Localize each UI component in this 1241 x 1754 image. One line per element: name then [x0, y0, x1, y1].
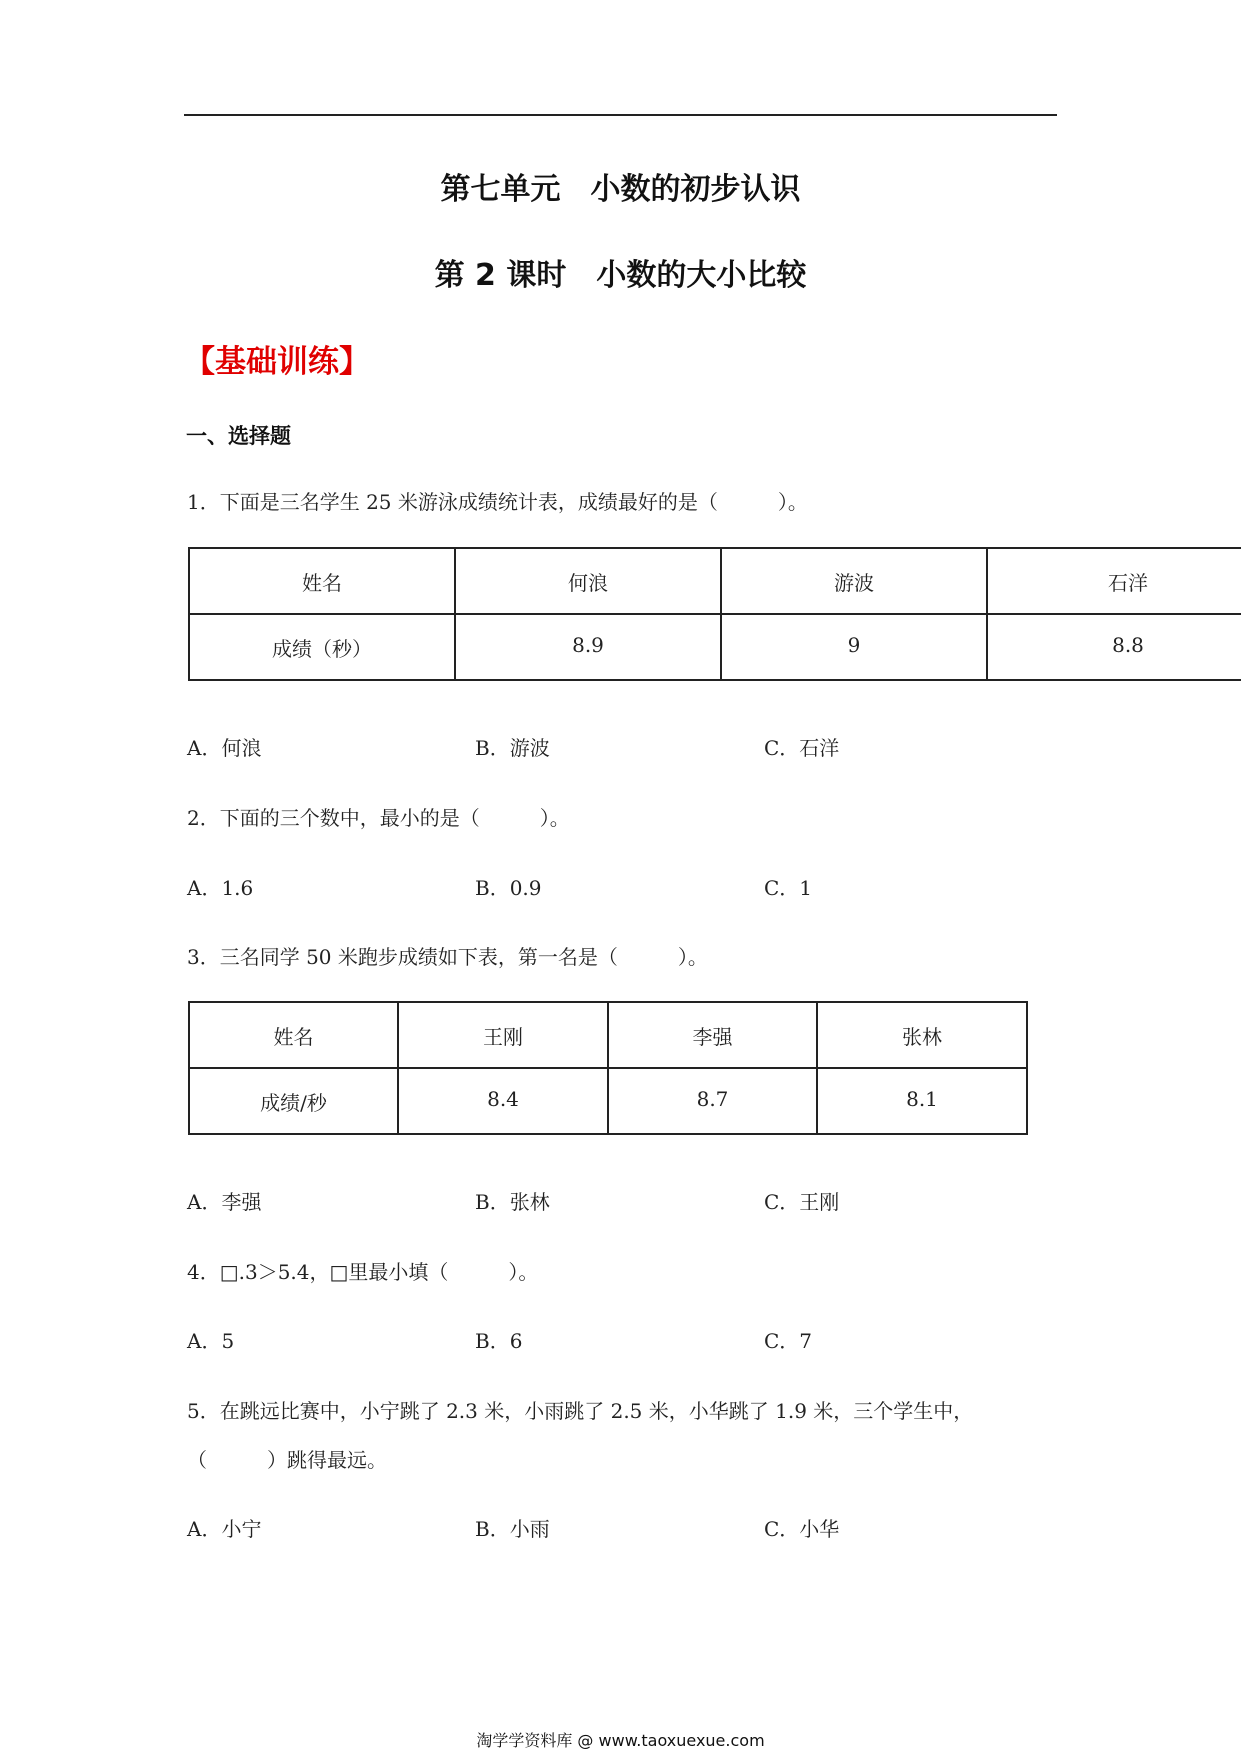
table-header-row: [189, 1002, 1027, 1068]
table-cell: 8.9: [455, 614, 721, 680]
table-cell: 王刚: [398, 1002, 608, 1068]
question-3-option-a[interactable]: A．李强: [187, 1190, 262, 1214]
question-1-option-b[interactable]: B．游波: [475, 736, 550, 760]
table-cell: 8.7: [608, 1068, 817, 1134]
table-cell: 成绩/秒: [189, 1068, 398, 1134]
question-1-table: [188, 547, 1241, 681]
question-4-text: 4．□.3＞5.4，□里最小填（ ）。: [187, 1260, 539, 1284]
table-cell: 姓名: [189, 548, 455, 614]
table-cell: 成绩（秒）: [189, 614, 455, 680]
table-cell: 何浪: [455, 548, 721, 614]
question-2-option-c[interactable]: C．1: [764, 876, 813, 900]
question-4-option-a[interactable]: A．5: [187, 1329, 235, 1353]
question-5-text: 5．在跳远比赛中，小宁跳了 2.3 米，小雨跳了 2.5 米，小华跳了 1.9 米，三个学生中，: [187, 1399, 974, 1423]
unit-title: 第七单元 小数的初步认识: [440, 172, 801, 207]
header-rule: [184, 114, 1057, 116]
table-cell: 张林: [817, 1002, 1027, 1068]
table-row: [189, 1068, 1027, 1134]
question-3-option-b[interactable]: B．张林: [475, 1190, 550, 1214]
table-cell: 8.1: [817, 1068, 1027, 1134]
question-3-text: 3．三名同学 50 米跑步成绩如下表，第一名是（ ）。: [187, 945, 708, 969]
subsection-title: 一、选择题: [186, 424, 291, 448]
question-2-option-a[interactable]: A．1.6: [187, 876, 254, 900]
footer-watermark: 淘学学资料库 @ www.taoxuexue.com: [476, 1731, 765, 1750]
lesson-title: 第 2 课时 小数的大小比较: [434, 258, 807, 293]
table-cell: 石洋: [987, 548, 1241, 614]
table-cell: 8.4: [398, 1068, 608, 1134]
question-1-option-c[interactable]: C．石洋: [764, 736, 840, 760]
table-row: [189, 614, 1241, 680]
question-5-option-c[interactable]: C．小华: [764, 1517, 840, 1541]
question-3-option-c[interactable]: C．王刚: [764, 1190, 840, 1214]
question-4-option-b[interactable]: B．6: [475, 1329, 523, 1353]
question-1-option-a[interactable]: A．何浪: [187, 736, 262, 760]
question-5-option-a[interactable]: A．小宁: [187, 1517, 262, 1541]
question-2-option-b[interactable]: B．0.9: [475, 876, 542, 900]
section-title: 【基础训练】: [184, 344, 370, 380]
table-cell: 8.8: [987, 614, 1241, 680]
question-2-text: 2．下面的三个数中，最小的是（ ）。: [187, 806, 570, 830]
question-5-option-b[interactable]: B．小雨: [475, 1517, 550, 1541]
table-cell: 姓名: [189, 1002, 398, 1068]
question-4-option-c[interactable]: C．7: [764, 1329, 813, 1353]
question-1-text: 1．下面是三名学生 25 米游泳成绩统计表，成绩最好的是（ ）。: [187, 490, 808, 514]
table-header-row: [189, 548, 1241, 614]
question-3-table: [188, 1001, 1028, 1135]
table-cell: 李强: [608, 1002, 817, 1068]
question-5-text-continued: （ ）跳得最远。: [187, 1448, 387, 1472]
table-cell: 9: [721, 614, 987, 680]
table-cell: 游波: [721, 548, 987, 614]
